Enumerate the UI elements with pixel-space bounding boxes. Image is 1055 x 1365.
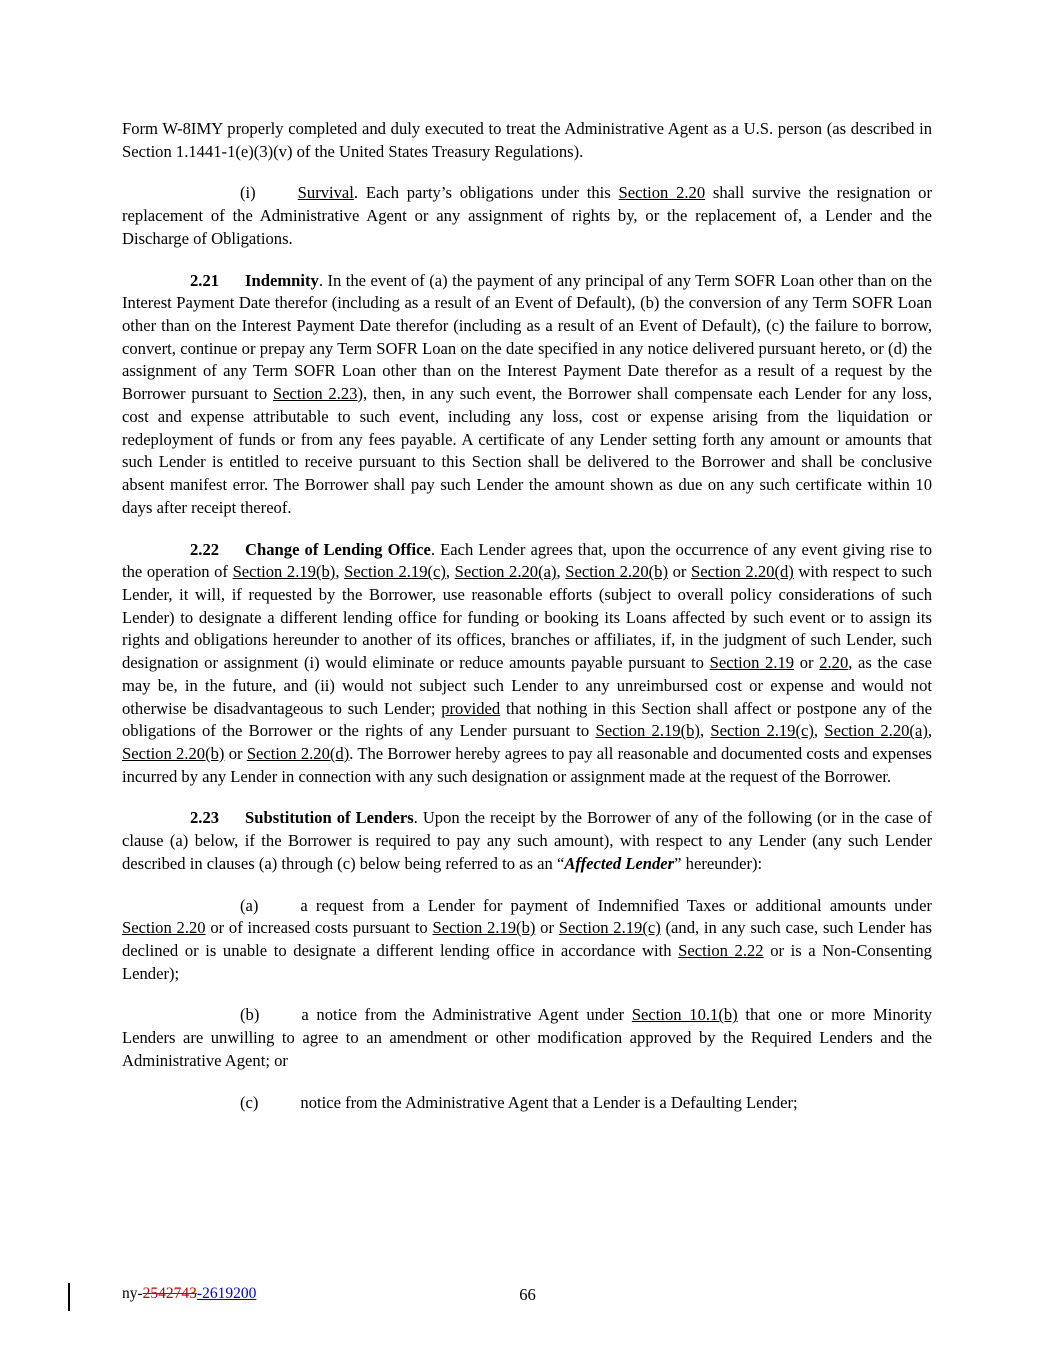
cross-ref-section-2-19-c: Section 2.19(c)	[344, 562, 446, 582]
cross-ref-section-2-20-d: Section 2.20(d)	[691, 562, 794, 582]
clo-t7: , as the case may be, in the future, and (ii) would not subject such Lender to any unreimbursed cost or expense and would not otherwise be disadvantageous to such Lender;	[122, 653, 932, 718]
document-body	[122, 118, 932, 1114]
survival-text-a: . Each party’s obligations under this	[353, 183, 619, 203]
defined-term-affected-lender: Affected Lender	[564, 853, 675, 873]
clause-a-t2: or	[535, 918, 559, 938]
clause-marker-c: (c)	[240, 1092, 259, 1112]
heading-indemnity: Indemnity	[245, 270, 319, 290]
clo-text-a: . Each Lender agrees that, upon the occurrence of any event giving rise to the operation of	[122, 539, 932, 582]
clause-b-text-a: a notice from the Administrative Agent under	[301, 1005, 632, 1025]
clause-a-text-a: a request from a Lender for payment of Indemnified Taxes or additional amounts under	[300, 895, 932, 915]
clause-b-t1: that one or more Minority Lenders are unwilling to agree to an amendment or other modification approved by the Required Lenders and the Administrative Agent; or	[122, 1005, 932, 1070]
paragraph-2-21-indemnity	[122, 270, 932, 520]
clo-t12: or	[224, 743, 247, 763]
clo-t10: ,	[813, 721, 825, 741]
cross-ref-section-2-22-clause-a: Section 2.22	[678, 941, 764, 960]
clo-t6: or	[794, 653, 820, 673]
clause-marker-b: (b)	[240, 1005, 260, 1025]
clause-a-t4: or is a Non-Consenting Lender);	[122, 941, 932, 983]
footer-ref-deleted: 2542743	[142, 1285, 197, 1302]
cross-ref-section-2-19-b-2: Section 2.19(b)	[595, 721, 700, 741]
clo-t13: . The Borrower hereby agrees to pay all reasonable and documented costs and expenses incurred by any Lender in connection with any such designation or assignment made at the request of the Borrower.	[122, 743, 933, 786]
clo-t1: ,	[335, 562, 345, 582]
clause-c-text-a: notice from the Administrative Agent that a Lender is a Defaulting Lender;	[300, 1092, 798, 1112]
sol-text-b: ” hereunder):	[674, 853, 763, 873]
cross-ref-section-2-20-d-2: Section 2.20(d)	[246, 743, 350, 763]
section-number-2-23: 2.23	[190, 808, 220, 828]
indemnity-text-a: . In the event of (a) the payment of any principal of any Term SOFR Loan other than on the Interest Payment Date therefor (including as a result of an Event of Default), (b) the conversion of any Term SOFR Loan other than on the Interest Payment Date therefor (including as a result of an Event of Default), (c) the failure to borrow, convert, continue or prepay any Term SOFR Loan on the date specified in any notice delivered pursuant hereto, or (d) the assignment of any Term SOFR Loan other than on the Interest Payment Date therefor as a result of a request by the Borrower pursuant to	[122, 270, 932, 404]
heading-survival: Survival	[297, 183, 354, 203]
paragraph-clause-c	[122, 1092, 932, 1115]
cross-ref-section-2-19-b: Section 2.19(b)	[232, 562, 336, 582]
clause-a-t3: (and, in any such case, such Lender has declined or is unable to designate a different lending office in accordance with	[122, 918, 933, 960]
cross-ref-section-2-19-c-2: Section 2.19(c)	[710, 721, 814, 741]
section-number-2-21: 2.21	[190, 270, 220, 290]
heading-substitution-of-lenders: Substitution of Lenders	[245, 808, 414, 828]
clo-t2: ,	[445, 562, 455, 582]
paragraph-clause-a	[122, 895, 932, 986]
cross-ref-section-2-19-b-clause-a: Section 2.19(b)	[432, 918, 536, 938]
page-footer	[0, 1283, 1055, 1313]
footer-ref-prefix: ny-	[122, 1285, 143, 1302]
clause-marker-a: (a)	[240, 895, 259, 915]
cross-ref-section-2-20-clause-a: Section 2.20	[122, 918, 206, 938]
paragraph-clause-b	[122, 1004, 932, 1072]
clo-t5: with respect to such Lender, it will, if requested by the Borrower, use reasonable efforts (subject to overall policy considerations of such Lender) to designate a different lending office for funding or booking its Loans affected by such event or to assign its rights and obligations hereunder to another of its offices, branches or affiliates, if, in the judgment of such Lender, such designation or assignment (i) would eliminate or reduce amounts payable pursuant to	[122, 562, 932, 673]
survival-text-b: shall survive the resignation or replacement of the Administrative Agent or any assignment of rights by, or the replacement of, a Lender and the Discharge of Obligations.	[122, 183, 933, 248]
section-number-2-22: 2.22	[190, 539, 220, 559]
paragraph-2-22-change-of-lending-office	[122, 539, 932, 789]
clo-t11: ,	[927, 721, 933, 741]
cross-ref-section-2-20: Section 2.20	[618, 183, 706, 203]
clo-t8: that nothing in this Section shall affect or postpone any of the obligations of the Borrower or the rights of any Lender pursuant to	[122, 698, 932, 741]
clause-marker-i: (i)	[240, 183, 256, 203]
cross-ref-section-2-20-a-2: Section 2.20(a)	[824, 721, 928, 741]
indemnity-text-b: ), then, in any such event, the Borrower shall compensate each Lender for any loss, cost and expense attributable to such event, including any loss, cost or expense arising from the liquidation or redeployment of funds or from any fees payable. A certificate of any Lender setting forth any amount or amounts that such Lender is entitled to receive pursuant to this Section shall be delivered to the Borrower and shall be conclusive absent manifest error. The Borrower shall pay such Lender the amount shown as due on any such certificate within 10 days after receipt thereof.	[122, 384, 932, 517]
footer-ref-inserted: -2619200	[196, 1285, 257, 1302]
cross-ref-section-2-19-c-clause-a: Section 2.19(c)	[558, 918, 661, 938]
cross-ref-2-20: 2.20	[819, 653, 849, 673]
heading-change-of-lending-office: Change of Lending Office	[245, 539, 431, 559]
emphasis-provided: provided	[441, 698, 501, 718]
cross-ref-section-2-20-a: Section 2.20(a)	[454, 562, 557, 582]
paragraph-2-23-substitution-of-lenders	[122, 807, 932, 875]
clo-t9: ,	[699, 721, 711, 741]
sol-text-a: . Upon the receipt by the Borrower of any of the following (or in the case of clause (a) below, if the Borrower is required to pay any such amount), with respect to any Lender (any such Lender described in clauses (a) through (c) below being referred to as an “	[122, 808, 932, 873]
clo-t3: ,	[556, 562, 566, 582]
cross-ref-section-10-1-b: Section 10.1(b)	[631, 1005, 738, 1025]
paragraph-intro	[122, 118, 932, 163]
paragraph-intro-text: Form W-8IMY properly completed and duly executed to treat the Administrative Agent as a U.S. person (as described in Section 1.1441-1(e)(3)(v) of the United States Treasury Regulations).	[122, 119, 932, 161]
clause-a-t1: or of increased costs pursuant to	[205, 918, 433, 938]
cross-ref-section-2-19: Section 2.19	[709, 653, 795, 673]
cross-ref-section-2-20-b-2: Section 2.20(b)	[122, 743, 225, 763]
clo-t4: or	[668, 562, 692, 582]
cross-ref-section-2-20-b: Section 2.20(b)	[565, 562, 668, 582]
page-number: 66	[519, 1285, 536, 1304]
paragraph-survival	[122, 182, 932, 250]
cross-ref-section-2-23: Section 2.23	[272, 384, 358, 404]
